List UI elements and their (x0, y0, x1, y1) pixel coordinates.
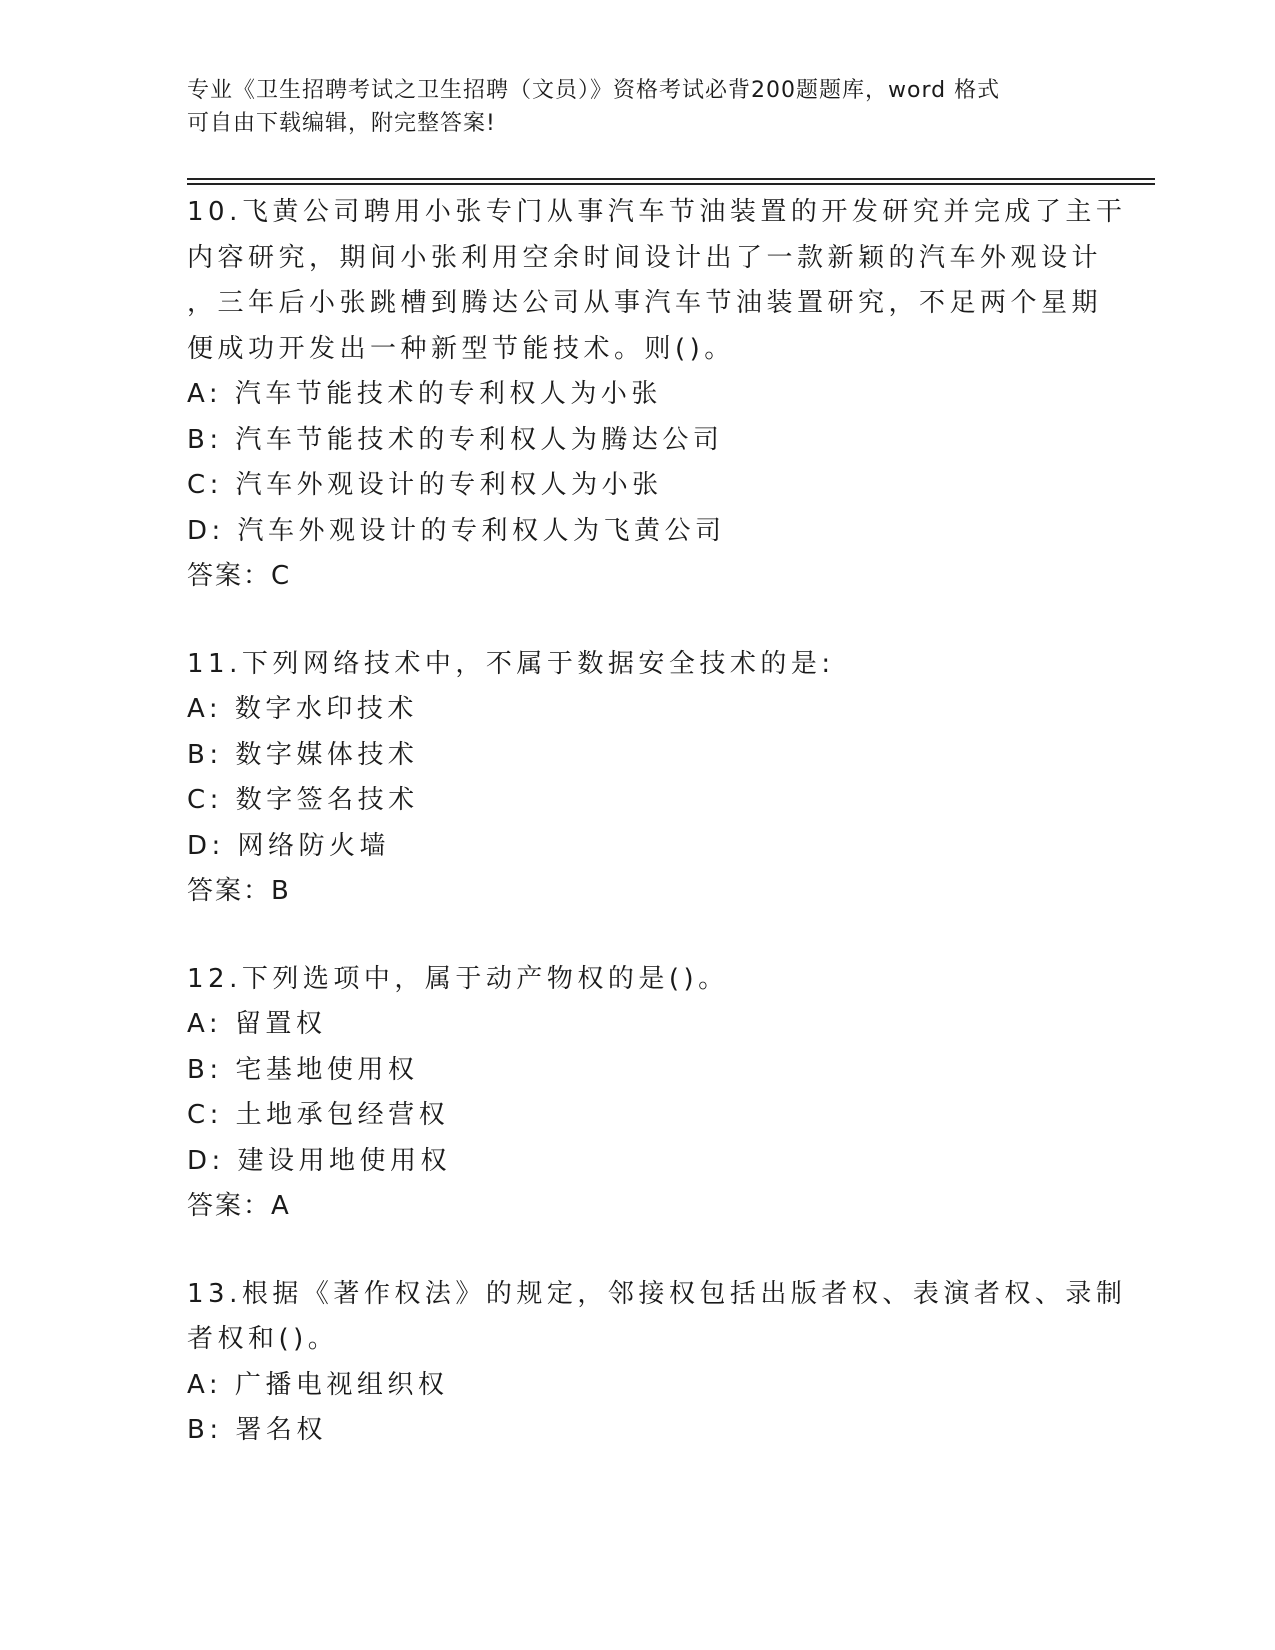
question-stem-line: 内容研究，期间小张利用空余时间设计出了一款新颖的汽车外观设计 (187, 242, 1103, 273)
option-c: C: 汽车外观设计的专利权人为小张 (187, 470, 663, 500)
question-stem-line: 10.飞黄公司聘用小张专门从事汽车节油装置的开发研究并完成了主干 (187, 197, 1127, 227)
option-d: D: 建设用地使用权 (187, 1145, 452, 1176)
question-stem-line: 12.下列选项中，属于动产物权的是()。 (187, 963, 729, 994)
question-11 (187, 642, 1147, 915)
option-b: B: 宅基地使用权 (187, 1054, 419, 1085)
header-line-1: 专业《卫生招聘考试之卫生招聘（文员）》资格考试必背200题题库，word 格式 (187, 78, 1001, 103)
option-c: C: 土地承包经营权 (187, 1100, 450, 1130)
header-divider-bottom (187, 183, 1155, 185)
question-stem-line: 者权和()。 (187, 1324, 339, 1354)
question-list (187, 190, 1147, 1496)
question-13 (187, 1272, 1147, 1454)
question-stem-line: 便成功开发出一种新型节能技术。则()。 (187, 333, 735, 364)
option-d: D: 汽车外观设计的专利权人为飞黄公司 (187, 515, 726, 546)
question-10 (187, 190, 1147, 600)
option-a: A: 留置权 (187, 1009, 327, 1039)
option-a: A: 广播电视组织权 (187, 1369, 449, 1400)
option-a: A: 汽车节能技术的专利权人为小张 (187, 379, 662, 409)
option-c: C: 数字签名技术 (187, 785, 419, 815)
question-stem-line: ，三年后小张跳槽到腾达公司从事汽车节油装置研究，不足两个星期 (187, 288, 1103, 318)
answer: 答案：C (187, 561, 292, 591)
header-divider-top (187, 178, 1155, 180)
header-line-2: 可自由下载编辑，附完整答案! (187, 111, 496, 136)
answer: 答案：A (187, 1191, 291, 1221)
option-b: B: 署名权 (187, 1415, 327, 1445)
option-b: B: 汽车节能技术的专利权人为腾达公司 (187, 424, 724, 455)
question-stem-line: 11.下列网络技术中，不属于数据安全技术的是: (187, 648, 835, 679)
option-d: D: 网络防火墙 (187, 830, 391, 861)
option-a: A: 数字水印技术 (187, 694, 418, 724)
question-12 (187, 957, 1147, 1230)
question-stem-line: 13.根据《著作权法》的规定，邻接权包括出版者权、表演者权、录制 (187, 1278, 1127, 1309)
document-header (187, 74, 1087, 140)
option-b: B: 数字媒体技术 (187, 739, 419, 770)
answer: 答案：B (187, 876, 291, 906)
